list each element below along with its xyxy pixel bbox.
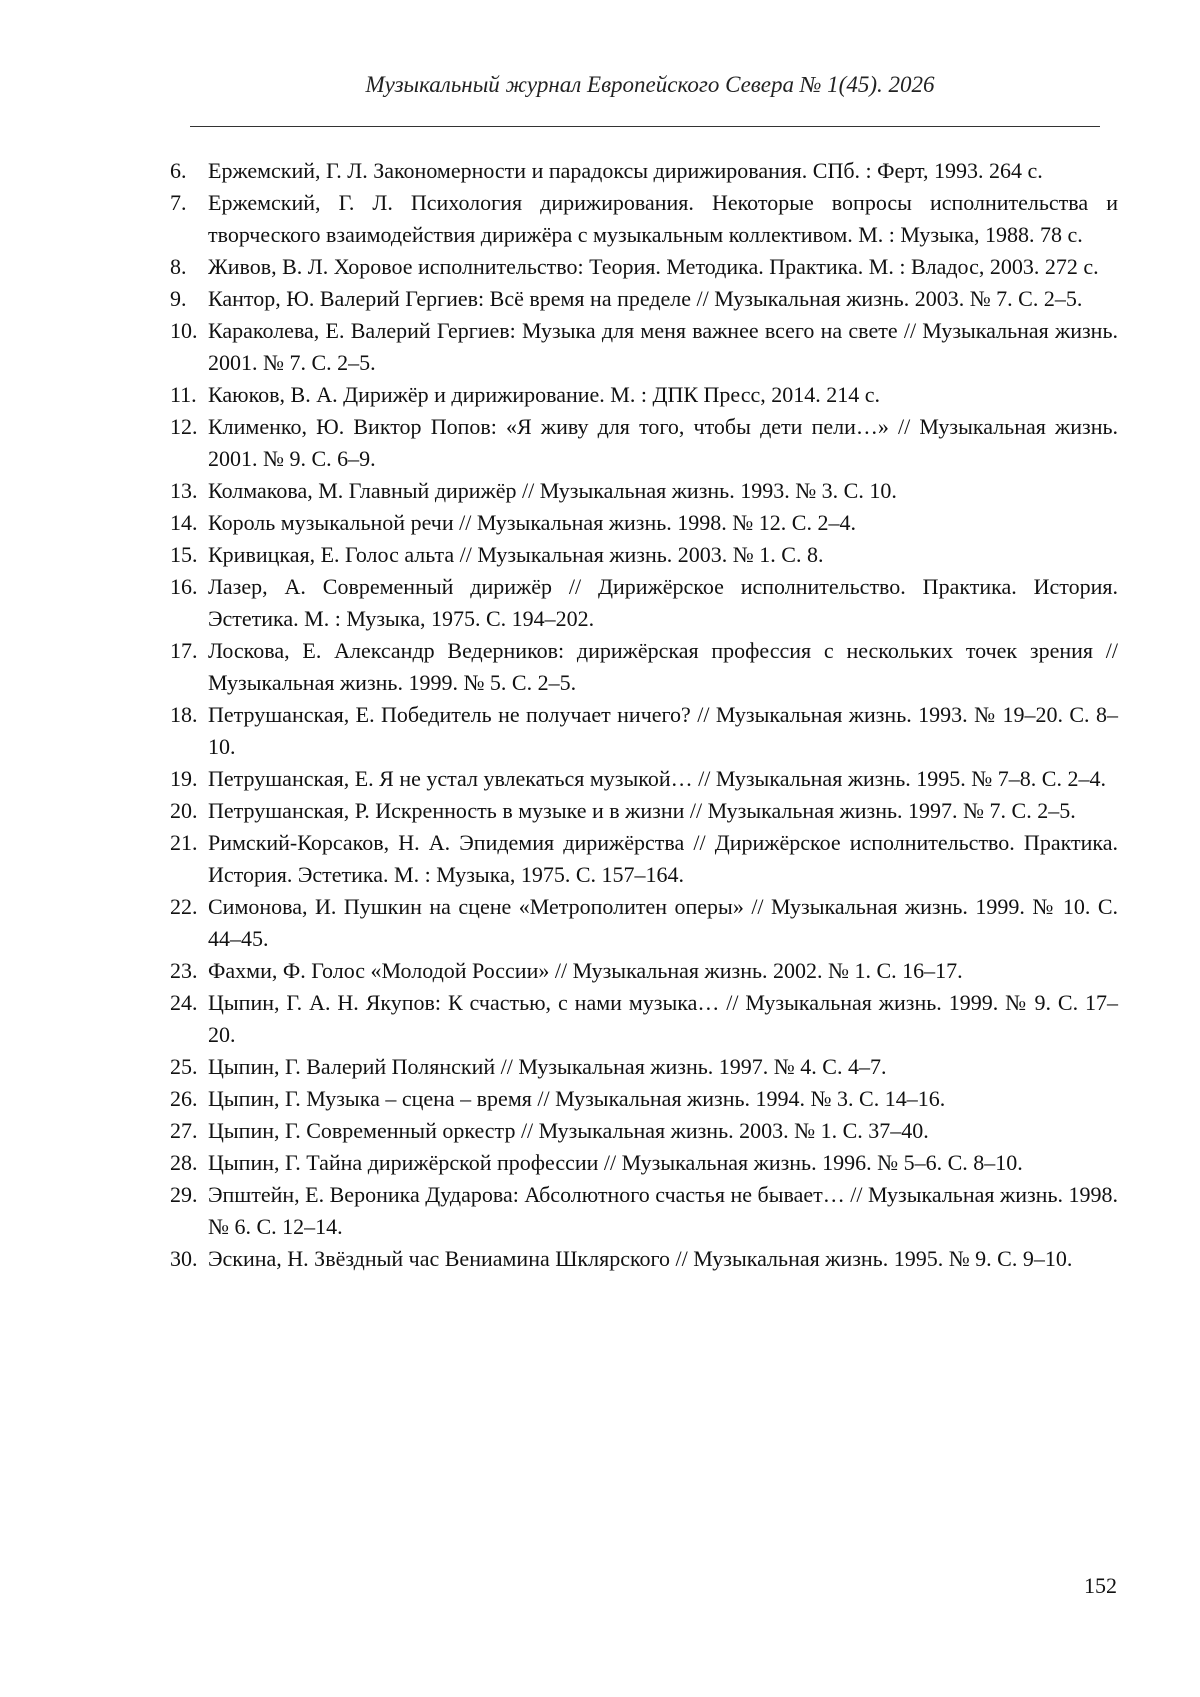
reference-item <box>170 379 1118 411</box>
reference-item <box>170 411 1118 475</box>
reference-number: 28. <box>170 1150 198 1175</box>
reference-text: Эскина, Н. Звёздный час Вениамина Шклярского // Музыкальная жизнь. 1995. № 9. С. 9–10. <box>208 1246 1073 1271</box>
reference-text: Ержемский, Г. Л. Психология дирижирования. Некоторые вопросы исполнительства и творческого взаимодействия дирижёра с музыкальным коллективом. М. : Музыка, 1988. 78 с. <box>208 190 1118 247</box>
reference-number: 11. <box>170 382 197 407</box>
reference-number: 17. <box>170 638 198 663</box>
reference-item <box>170 539 1118 571</box>
reference-item <box>170 699 1118 763</box>
reference-number: 21. <box>170 830 198 855</box>
reference-text: Кривицкая, Е. Голос альта // Музыкальная жизнь. 2003. № 1. С. 8. <box>208 542 824 567</box>
reference-text: Цыпин, Г. А. Н. Якупов: К счастью, с нами музыка… // Музыкальная жизнь. 1999. № 9. С. 17–20. <box>208 990 1118 1047</box>
reference-item <box>170 763 1118 795</box>
reference-number: 12. <box>170 414 198 439</box>
reference-number: 27. <box>170 1118 198 1143</box>
reference-item <box>170 507 1118 539</box>
reference-text: Симонова, И. Пушкин на сцене «Метрополитен оперы» // Музыкальная жизнь. 1999. № 10. С. 44–45. <box>208 894 1118 951</box>
reference-number: 29. <box>170 1182 198 1207</box>
reference-text: Лоскова, Е. Александр Ведерников: дирижёрская профессия с нескольких точек зрения // Музыкальная жизнь. 1999. № 5. С. 2–5. <box>208 638 1118 695</box>
reference-text: Цыпин, Г. Музыка – сцена – время // Музыкальная жизнь. 1994. № 3. С. 14–16. <box>208 1086 946 1111</box>
reference-number: 22. <box>170 894 198 919</box>
reference-item <box>170 1179 1118 1243</box>
reference-item <box>170 155 1118 187</box>
page-number: 152 <box>1084 1573 1117 1598</box>
reference-item <box>170 891 1118 955</box>
reference-number: 6. <box>170 158 187 183</box>
reference-text: Римский-Корсаков, Н. А. Эпидемия дирижёрства // Дирижёрское исполнительство. Практика. История. Эстетика. М. : Музыка, 1975. С. 157–164. <box>208 830 1118 887</box>
reference-number: 7. <box>170 190 187 215</box>
reference-text: Живов, В. Л. Хоровое исполнительство: Теория. Методика. Практика. М. : Владос, 2003. 272 с. <box>208 254 1099 279</box>
reference-number: 9. <box>170 286 187 311</box>
reference-text: Цыпин, Г. Валерий Полянский // Музыкальная жизнь. 1997. № 4. С. 4–7. <box>208 1054 887 1079</box>
reference-number: 14. <box>170 510 198 535</box>
reference-text: Петрушанская, Р. Искренность в музыке и в жизни // Музыкальная жизнь. 1997. № 7. С. 2–5. <box>208 798 1076 823</box>
reference-item <box>170 955 1118 987</box>
reference-number: 19. <box>170 766 198 791</box>
reference-item <box>170 251 1118 283</box>
reference-text: Фахми, Ф. Голос «Молодой России» // Музыкальная жизнь. 2002. № 1. С. 16–17. <box>208 958 963 983</box>
reference-item <box>170 635 1118 699</box>
reference-item <box>170 1243 1118 1275</box>
reference-item <box>170 827 1118 891</box>
reference-text: Лазер, А. Современный дирижёр // Дирижёрское исполнительство. Практика. История. Эстетика. М. : Музыка, 1975. С. 194–202. <box>208 574 1118 631</box>
reference-text: Каюков, В. А. Дирижёр и дирижирование. М. : ДПК Пресс, 2014. 214 с. <box>208 382 881 407</box>
reference-text: Цыпин, Г. Тайна дирижёрской профессии // Музыкальная жизнь. 1996. № 5–6. С. 8–10. <box>208 1150 1023 1175</box>
header-divider <box>190 126 1100 127</box>
reference-text: Клименко, Ю. Виктор Попов: «Я живу для того, чтобы дети пели…» // Музыкальная жизнь. 2001. № 9. С. 6–9. <box>208 414 1118 471</box>
reference-item <box>170 283 1118 315</box>
reference-text: Ержемский, Г. Л. Закономерности и парадоксы дирижирования. СПб. : Ферт, 1993. 264 с. <box>208 158 1043 183</box>
reference-item <box>170 1147 1118 1179</box>
reference-item <box>170 1083 1118 1115</box>
reference-number: 23. <box>170 958 198 983</box>
reference-number: 15. <box>170 542 198 567</box>
reference-number: 25. <box>170 1054 198 1079</box>
reference-item <box>170 475 1118 507</box>
reference-text: Король музыкальной речи // Музыкальная жизнь. 1998. № 12. С. 2–4. <box>208 510 856 535</box>
reference-number: 18. <box>170 702 198 727</box>
reference-item <box>170 315 1118 379</box>
reference-item <box>170 987 1118 1051</box>
reference-number: 13. <box>170 478 198 503</box>
reference-text: Эпштейн, Е. Вероника Дударова: Абсолютного счастья не бывает… // Музыкальная жизнь. 1998. № 6. С. 12–14. <box>208 1182 1118 1239</box>
reference-item <box>170 187 1118 251</box>
reference-list <box>170 155 1118 1275</box>
reference-number: 30. <box>170 1246 198 1271</box>
reference-item <box>170 795 1118 827</box>
reference-item <box>170 1115 1118 1147</box>
reference-text: Кантор, Ю. Валерий Гергиев: Всё время на пределе // Музыкальная жизнь. 2003. № 7. С. 2–5. <box>208 286 1083 311</box>
reference-text: Караколева, Е. Валерий Гергиев: Музыка для меня важнее всего на свете // Музыкальная жизнь. 2001. № 7. С. 2–5. <box>208 318 1118 375</box>
reference-number: 24. <box>170 990 198 1015</box>
reference-number: 20. <box>170 798 198 823</box>
reference-item <box>170 1051 1118 1083</box>
reference-text: Колмакова, М. Главный дирижёр // Музыкальная жизнь. 1993. № 3. С. 10. <box>208 478 897 503</box>
reference-text: Петрушанская, Е. Я не устал увлекаться музыкой… // Музыкальная жизнь. 1995. № 7–8. С. 2–4. <box>208 766 1106 791</box>
reference-text: Цыпин, Г. Современный оркестр // Музыкальная жизнь. 2003. № 1. С. 37–40. <box>208 1118 929 1143</box>
reference-number: 26. <box>170 1086 198 1111</box>
running-header: Музыкальный журнал Европейского Севера № 1(45). 2026 <box>365 72 935 97</box>
reference-item <box>170 571 1118 635</box>
reference-text: Петрушанская, Е. Победитель не получает ничего? // Музыкальная жизнь. 1993. № 19–20. С. 8–10. <box>208 702 1118 759</box>
reference-number: 10. <box>170 318 198 343</box>
reference-number: 8. <box>170 254 187 279</box>
reference-number: 16. <box>170 574 198 599</box>
